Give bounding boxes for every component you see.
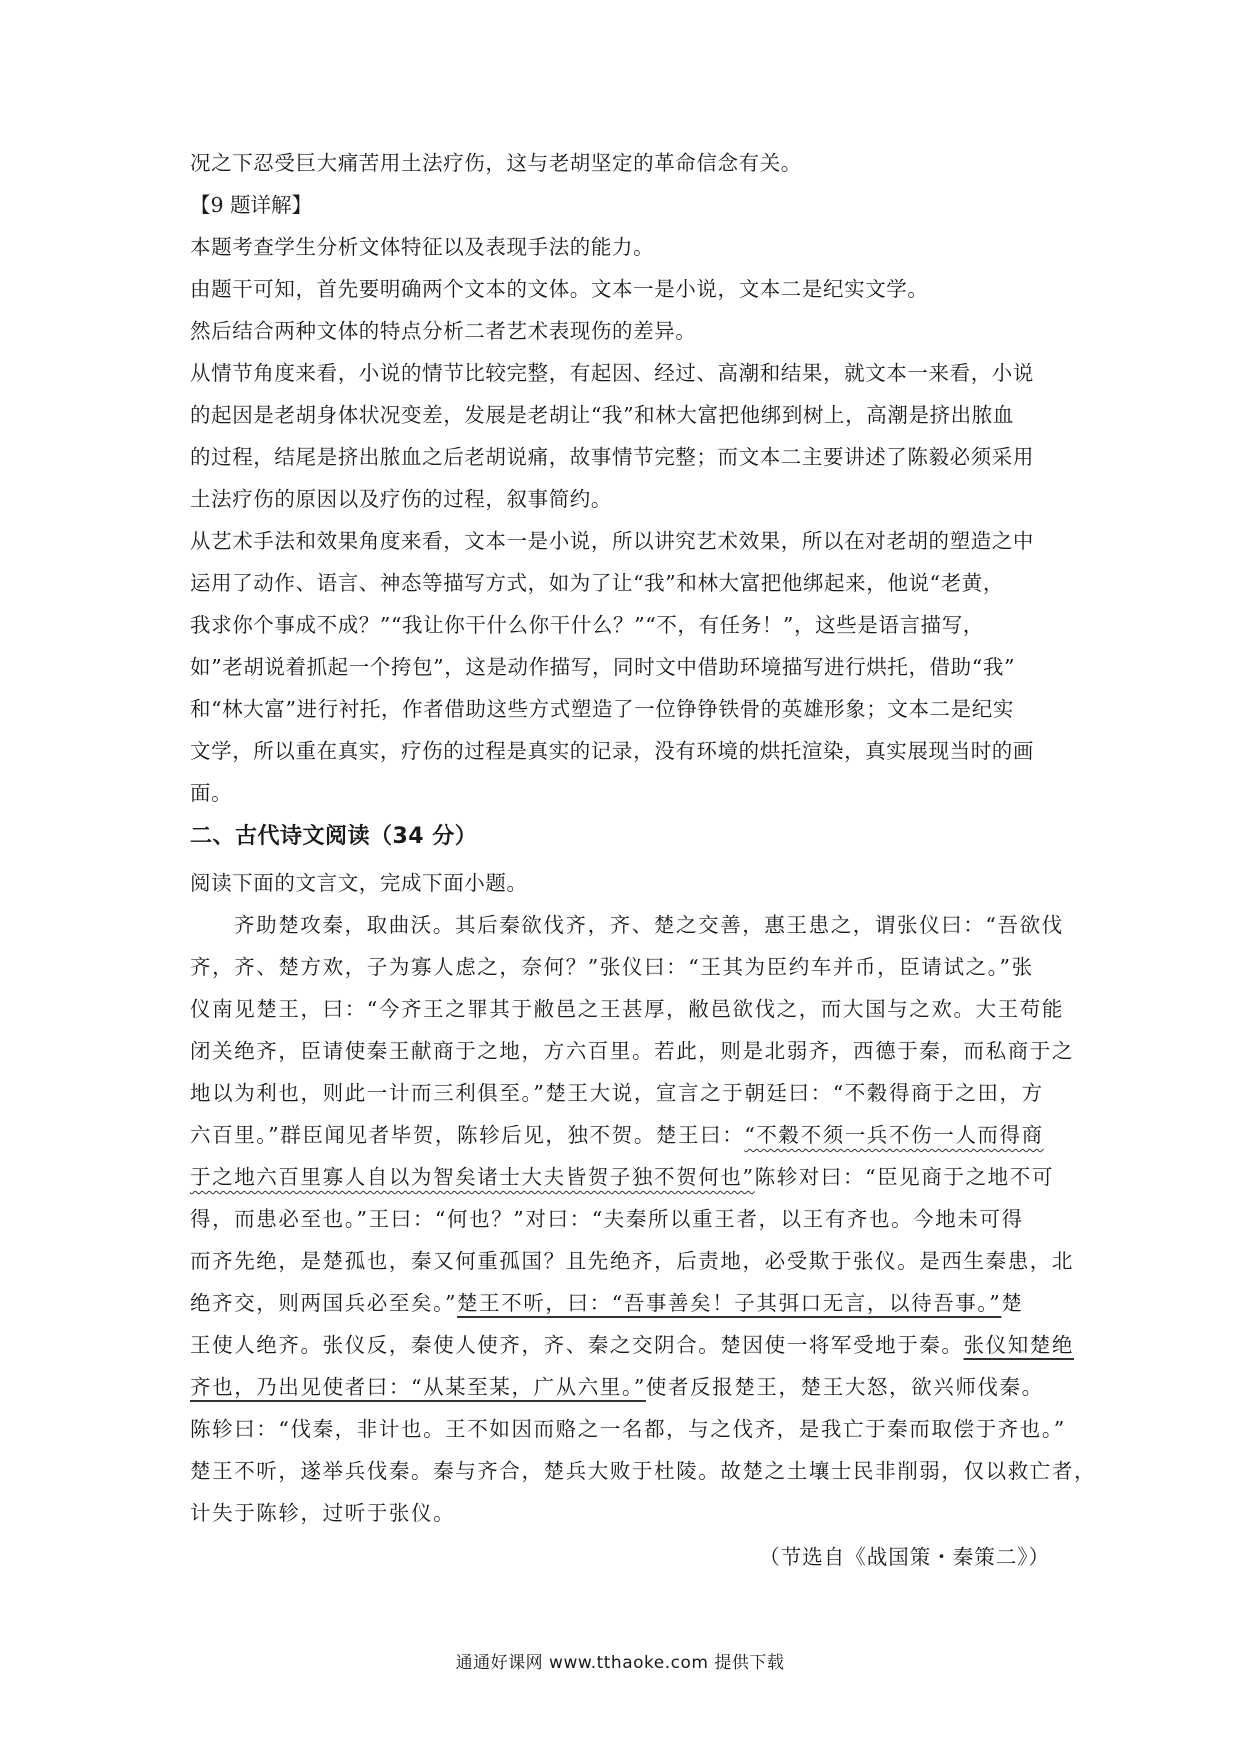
q9-line: 从艺术手法和效果角度来看，文本一是小说，所以讲究艺术效果，所以在对老胡的塑造之中: [190, 529, 1034, 553]
passage-segment: 使者反报楚王，楚王大怒，欲兴师伐秦。: [645, 1375, 1044, 1399]
passage-line: [190, 1282, 1060, 1324]
footer-download-note: 通通好课网 www.tthaoke.com 提供下载: [455, 1653, 785, 1673]
passage-line: 陈轸曰：“伐秦，非计也。王不如因而赂之一名都，与之伐齐，是我亡于秦而取偿于齐也。”: [190, 1417, 1066, 1441]
q9-line: 和“林大富”进行衬托，作者借助这些方式塑造了一位铮铮铁骨的英雄形象；文本二是纪实: [190, 697, 1014, 721]
passage-line: 而齐先绝，是楚孤也，秦又何重孤国？且先绝齐，后责地，必受欺于张仪。是西生秦患，北: [190, 1249, 1074, 1273]
q9-line: 运用了动作、语言、神态等描写方式，如为了让“我”和林大富把他绑起来，他说“老黄，: [190, 571, 1004, 595]
passage-line: [190, 1114, 1060, 1156]
passage-source: （节选自《战国策・秦策二》）: [759, 1545, 1050, 1569]
passage-line: 地以为利也，则此一计而三利俱至。”楚王大说，宣言之于朝廷曰：“不穀得商于之田，方: [190, 1081, 1044, 1105]
passage-segment: 王使人绝齐。张仪反，秦使人使齐，齐、秦之交阴合。楚因使一将军受地于秦。: [190, 1333, 964, 1357]
passage-line: 闭关绝齐，臣请使秦王献商于之地，方六百里。若此，则是北弱齐，西德于秦，而私商于之: [190, 1039, 1074, 1063]
passage-line: 齐，齐、楚方欢，子为寡人虑之，奈何？”张仪曰：“王其为臣约车并币，臣请试之。”张: [190, 955, 1034, 979]
q9-line: 然后结合两种文体的特点分析二者艺术表现伤的差异。: [190, 319, 697, 343]
passage-line: [190, 1366, 1060, 1408]
q9-explanation: [190, 226, 1060, 814]
section-heading: 二、古代诗文阅读（34 分）: [190, 824, 478, 849]
passage-line: [190, 1156, 1060, 1198]
q9-line: 从情节角度来看，小说的情节比较完整，有起因、经过、高潮和结果，就文本一来看，小说: [190, 361, 1034, 385]
q9-line: 由题干可知，首先要明确两个文本的文体。文本一是小说，文本二是纪实文学。: [190, 277, 929, 301]
underlined-sentence: 张仪知楚绝: [963, 1333, 1074, 1357]
passage-segment: 六百里。”群臣闻见者毕贺，陈轸后见，独不贺。楚王曰：: [190, 1123, 745, 1147]
q9-line: 文学，所以重在真实，疗伤的过程是真实的记录，没有环境的烘托渲染，真实展现当时的画: [190, 739, 1034, 763]
underlined-sentence: 齐也，乃出见使者曰：“从某至某，广从六里。”: [190, 1375, 646, 1399]
passage-line: [190, 1324, 1074, 1366]
underlined-sentence: 楚王不听，曰：“吾事善矣！子其弭口无言，以待吾事。”: [457, 1291, 1002, 1315]
passage-line: 仪南见楚王，曰：“今齐王之罪其于敝邑之王甚厚，敝邑欲伐之，而大国与之欢。大王苟能: [190, 997, 1064, 1021]
q9-line: 的过程，结尾是挤出脓血之后老胡说痛，故事情节完整；而文本二主要讲述了陈毅必须采用: [190, 445, 1034, 469]
passage-segment: 楚: [1001, 1291, 1024, 1315]
q9-line: 面。: [190, 781, 233, 805]
passage-segment: 绝齐交，则两国兵必至矣。”: [190, 1291, 458, 1315]
q9-line: 的起因是老胡身体状况变差，发展是老胡让“我”和林大富把他绑到树上，高潮是挤出脓血: [190, 403, 1014, 427]
q9-line: 土法疗伤的原因以及疗伤的过程，叙事简约。: [190, 487, 612, 511]
q9-line: 我求你个事成不成？”“我让你干什么你干什么？”“不，有任务！”，这些是语言描写，: [190, 613, 984, 637]
passage-line: 楚王不听，遂举兵伐秦。秦与齐合，楚兵大败于杜陵。故楚之土壤士民非削弱，仅以救亡者，: [190, 1459, 1097, 1483]
page-content: [190, 142, 1097, 1534]
passage-line: 得，而患必至也。”王曰：“何也？”对曰：“夫秦所以重王者，以王有齐也。今地未可得: [190, 1207, 1024, 1231]
q9-detail-heading: 【9 题详解】: [190, 193, 313, 217]
q9-line: 本题考查学生分析文体特征以及表现手法的能力。: [190, 235, 655, 259]
answer-continuation: 况之下忍受巨大痛苦用土法疗伤，这与老胡坚定的革命信念有关。: [190, 151, 802, 175]
q9-line: 如”老胡说着抓起一个挎包”，这是动作描写，同时文中借助环境描写进行烘托，借助“我”: [190, 655, 1016, 679]
reading-instruction: 阅读下面的文言文，完成下面小题。: [190, 871, 528, 895]
classical-passage: [190, 904, 1097, 1534]
passage-segment: 陈轸对曰：“臣见商于之地不可: [754, 1165, 1054, 1189]
wavy-underlined-sentence: 于之地六百里寡人自以为智矣诸士大夫皆贺子独不贺何也”: [190, 1165, 755, 1189]
passage-line: 计失于陈轸，过听于张仪。: [190, 1501, 456, 1525]
wavy-underlined-sentence: “不穀不须一兵不伤一人而得商: [744, 1123, 1044, 1147]
passage-line: 齐助楚攻秦，取曲沃。其后秦欲伐齐，齐、楚之交善，惠王患之，谓张仪曰：“吾欲伐: [234, 913, 1064, 937]
